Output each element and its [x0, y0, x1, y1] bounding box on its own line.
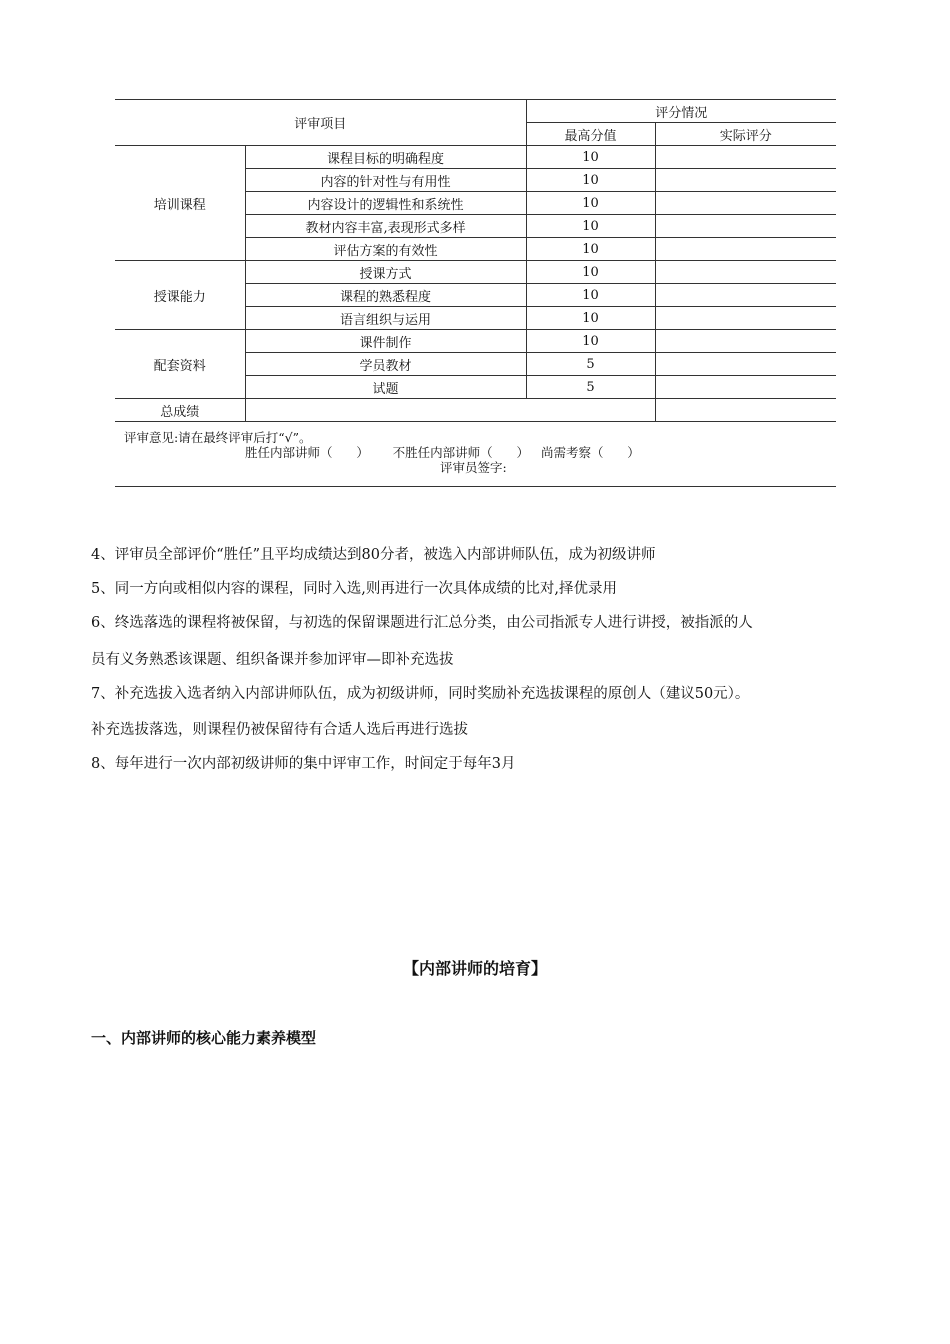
paragraph: 补充选拔落选，则课程仍被保留待有合适人选后再进行选拔: [91, 722, 468, 738]
table-row: [115, 330, 836, 353]
actual-score-cell[interactable]: [655, 330, 836, 353]
actual-score-cell[interactable]: [655, 353, 836, 376]
item-cell: 评估方案的有效性: [245, 238, 526, 261]
max-score-cell: 10: [526, 169, 655, 192]
review-opinion-instruction: 评审意见:请在最终评审后打“√”。: [124, 430, 312, 445]
item-cell: 学员教材: [245, 353, 526, 376]
paragraph: 5、同一方向或相似内容的课程，同时入选,则再进行一次具体成绩的比对,择优录用: [91, 581, 617, 597]
group-label: 授课能力: [115, 261, 245, 330]
actual-score-cell[interactable]: [655, 169, 836, 192]
evaluation-table: [115, 99, 836, 422]
item-cell: 教材内容丰富,表现形式多样: [245, 215, 526, 238]
group-label: 培训课程: [115, 146, 245, 261]
item-cell: 课件制作: [245, 330, 526, 353]
item-cell: 课程目标的明确程度: [245, 146, 526, 169]
item-cell: 内容的针对性与有用性: [245, 169, 526, 192]
table-row: [115, 261, 836, 284]
paragraph: 8、每年进行一次内部初级讲师的集中评审工作，时间定于每年3月: [91, 756, 516, 772]
header-score-group: 评分情况: [526, 100, 836, 123]
max-score-cell: 10: [526, 307, 655, 330]
group-label: 配套资料: [115, 330, 245, 399]
max-score-cell: 5: [526, 353, 655, 376]
actual-score-cell[interactable]: [655, 307, 836, 330]
max-score-cell: 10: [526, 192, 655, 215]
actual-score-cell[interactable]: [655, 192, 836, 215]
actual-score-cell[interactable]: [655, 284, 836, 307]
header-actual-score: 实际评分: [655, 123, 836, 146]
max-score-cell: 10: [526, 215, 655, 238]
header-max-score: 最高分值: [526, 123, 655, 146]
total-label: 总成绩: [115, 399, 245, 422]
actual-score-cell[interactable]: [655, 261, 836, 284]
max-score-cell: 10: [526, 146, 655, 169]
paragraph: 员有义务熟悉该课题、组织备课并参加评审—即补充选拔: [91, 652, 454, 668]
max-score-cell: 10: [526, 284, 655, 307]
max-score-cell: 10: [526, 261, 655, 284]
section-heading: 【内部讲师的培育】: [402, 959, 547, 978]
review-verdict-options[interactable]: 胜任内部讲师（ ） 不胜任内部讲师（ ） 尚需考察（ ）: [245, 445, 640, 460]
paragraph: 4、评审员全部评价“胜任”且平均成绩达到80分者，被选入内部讲师队伍，成为初级讲师: [91, 547, 656, 563]
paragraph: 7、补充选拔入选者纳入内部讲师队伍，成为初级讲师，同时奖励补充选拔课程的原创人（建议50元）。: [91, 686, 750, 702]
max-score-cell: 10: [526, 330, 655, 353]
actual-score-cell[interactable]: [655, 146, 836, 169]
max-score-cell: 10: [526, 238, 655, 261]
header-item-label: 评审项目: [115, 100, 526, 146]
item-cell: 语言组织与运用: [245, 307, 526, 330]
item-cell: 课程的熟悉程度: [245, 284, 526, 307]
review-opinion-block: [115, 417, 836, 487]
item-cell: 内容设计的逻辑性和系统性: [245, 192, 526, 215]
reviewer-signature-label: 评审员签字:: [440, 460, 507, 475]
item-cell: 授课方式: [245, 261, 526, 284]
max-score-cell: 5: [526, 376, 655, 399]
table-row: [115, 146, 836, 169]
actual-score-cell[interactable]: [655, 376, 836, 399]
paragraph: 6、终选落选的课程将被保留，与初选的保留课题进行汇总分类，由公司指派专人进行讲授，被指派的人: [91, 615, 753, 631]
actual-score-cell[interactable]: [655, 238, 836, 261]
item-cell: 试题: [245, 376, 526, 399]
sub-heading: 一、内部讲师的核心能力素养模型: [91, 1029, 317, 1047]
actual-score-cell[interactable]: [655, 215, 836, 238]
